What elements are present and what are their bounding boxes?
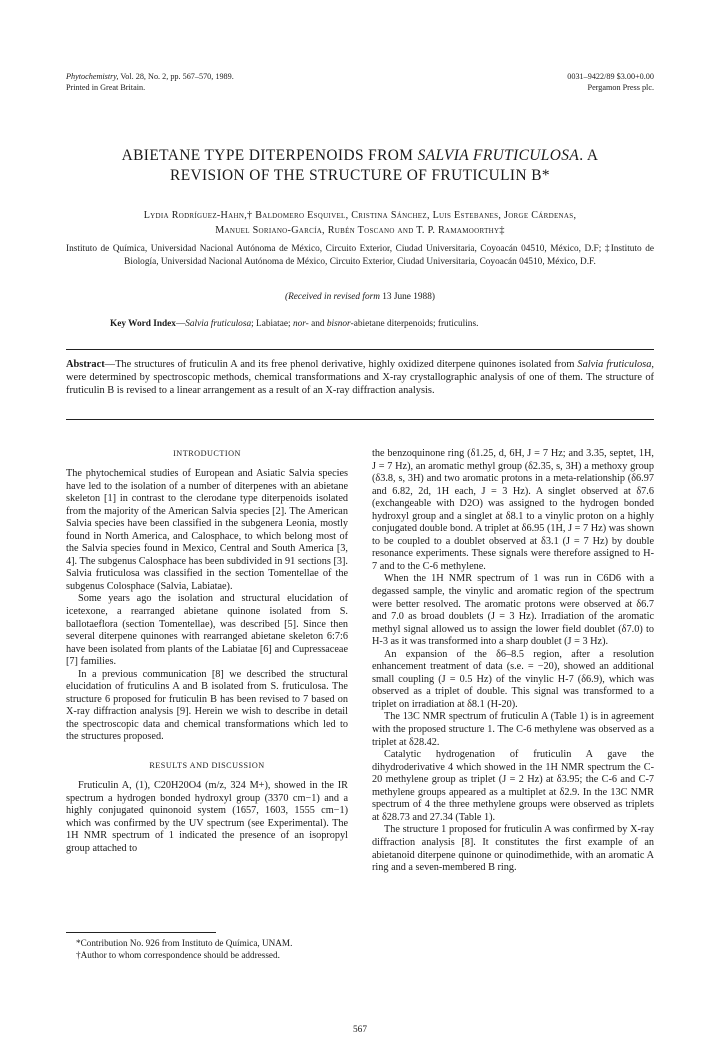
results-paragraph-3: When the 1H NMR spectrum of 1 was run in C6D6 with a degassed sample, the vinylic and aromatic region of the spectrum were better resolved. The aromatic protons were observed at δ6.7 and 7.0 as broad doublets (J = 3 Hz). Irradiation of the aromatic methyl signal allowed us to assign the lower field doublet (δ7.0) to H-3 as it was transformed into a sharp doublet (J = 3 Hz). <box>372 573 654 648</box>
publisher-header <box>567 72 654 93</box>
journal-citation: Vol. 28, No. 2, pp. 567–570, 1989. <box>118 72 234 81</box>
intro-paragraph-2: Some years ago the isolation and structural elucidation of icetexone, a rearranged abietane quinone isolated from S. ballotaeflora (section Tomentellae), was described [5]. Since then several diterpene quinones with rearranged abietane skeleton 6:7:6 have been isolated from plants of the Labiatae [6] and Cupressaceae [7] families. <box>66 593 348 668</box>
printed-in: Printed in Great Britain. <box>66 82 146 92</box>
issn-price: 0031–9422/89 $3.00+0.00 <box>567 72 654 81</box>
footnotes <box>66 937 348 961</box>
results-paragraph-2: the benzoquinone ring (δ1.25, d, 6H, J = 7 Hz; and 3.35, septet, 1H, J = 7 Hz), an aromatic methyl group (δ2.35, s, 3H) a methoxy group (δ3.8, s, 3H) and two aromatic protons in a meta-relationship (δ6.97 and 6.82, 2d, 1H each, J = 3 Hz). A singlet observed at δ7.6 (exchangeable with D2O) was assigned to the hydrogen bonded hydroxyl group and a singlet at δ8.1 to a vinylic proton on a highly conjugated double bond. A triplet at δ6.95 (1H, J = 7 Hz) was shown to be coupled to a doublet observed at δ3.1 (J = 7 Hz) by double resonance experiments. These signals were therefore assigned to H-7 and to the C-6 methylene. <box>372 448 654 572</box>
right-column <box>372 448 654 875</box>
publisher: Pergamon Press plc. <box>587 82 654 92</box>
left-column <box>66 448 348 855</box>
affiliations: Instituto de Química, Universidad Nacional Autónoma de México, Circuito Exterior, Ciudad Universitaria, Coyoacán 04510, México, D.F; ‡Instituto de Biología, Universidad Nacional Autónoma de México, Circuito Exterior, Ciudad Universitaria, Coyoacán 04510, México, D.F. <box>66 244 654 268</box>
received-date: (Received in revised form 13 June 1988) <box>285 292 435 302</box>
introduction-heading: INTRODUCTION <box>173 449 241 458</box>
paper-title: ABIETANE TYPE DITERPENOIDS FROM SALVIA FRUTICULOSA. A REVISION OF THE STRUCTURE OF FRUTICULIN B* <box>121 147 599 184</box>
abstract: Abstract—The structures of fruticulin A and its free phenol derivative, highly oxidized diterpene quinones isolated from Salvia fruticulosa, were determined by spectroscopic methods, chemical transformations and X-ray crystallographic analysis of one of them. The structure of fruticulin B is revised to a linear arrangement as a result of an X-ray diffraction analysis. <box>66 359 654 397</box>
footnote-correspondence: †Author to whom correspondence should be addressed. <box>76 950 280 960</box>
abstract-bottom-rule <box>66 419 654 420</box>
intro-paragraph-3: In a previous communication [8] we described the structural elucidation of fruticulins A and B isolated from S. fruticulosa. The structure 6 proposed for fruticulin B has been revised to 7 based on X-ray diffraction analysis [9]. Herein we wish to describe in detail the spectroscopic data and chemical transformations which led to the structures proposed. <box>66 668 348 743</box>
journal-header <box>66 72 234 93</box>
keyword-index: Key Word Index—Salvia fruticulosa; Labiatae; nor- and bisnor-abietane diterpenoids; fruticulins. <box>110 319 479 329</box>
results-paragraph-5: The 13C NMR spectrum of fruticulin A (Table 1) is in agreement with the proposed structure 1. The C-6 methylene was observed as a triplet at δ28.42. <box>372 711 654 748</box>
results-heading: RESULTS AND DISCUSSION <box>149 761 265 771</box>
results-paragraph-6: Catalytic hydrogenation of fruticulin A gave the dihydroderivative 4 which showed in the 1H NMR spectrum the C-20 methylene group as triplet (J = 2 Hz) at δ3.95; the C-6 and C-7 methylene groups appeared as a multiplet at δ2.9. In the 13C NMR spectrum of 4 the three methylene groups were observed as triplets at δ28.73 and 27.34 (Table 1). <box>372 749 654 823</box>
footnote-rule <box>66 932 216 933</box>
author-list: Lydia Rodríguez-Hahn,† Baldomero Esquivel, Cristina Sánchez, Luis Estebanes, Jorge Cárdenas, Manuel Soriano-García, Rubén Toscano and T. P. Ramamoorthy‡ <box>143 210 577 236</box>
journal-name: Phytochemistry, <box>66 72 119 81</box>
results-paragraph-7: The structure 1 proposed for fruticulin A was confirmed by X-ray diffraction analysis [8]. It constitutes the first example of an abietanoid diterpene quinone or quinodimethide, with an aromatic A ring and a seven-membered B ring. <box>372 824 654 874</box>
abstract-top-rule <box>66 349 654 350</box>
results-paragraph-1: Fruticulin A, (1), C20H20O4 (m/z, 324 M+), showed in the IR spectrum a hydrogen bonded hydroxyl group (3370 cm−1) and a highly conjugated quinonoid system (1657, 1603, 1555 cm−1) which was confirmed by the UV spectrum (see Experimental). The 1H NMR spectrum of 1 indicated the presence of an isopropyl group attached to <box>66 780 348 854</box>
page-number: 567 <box>353 1025 367 1035</box>
intro-paragraph-1: The phytochemical studies of European and Asiatic Salvia species have led to the isolation of a number of diterpenes with an abietane skeleton [1] in contrast to the clerodane type diterpenoids isolated from the majority of the American Salvia species [2]. The American Salvia species have been classified in the subgenera Leonia, mostly found in North America, and Calosphace, to which belong most of the Salvia species found in Mexico, Central and South America [3, 4]. The subgenus Calosphace has been subdivided in 91 sections [3]. Salvia fruticulosa was classified in the section Tomentellae of the subgenus Colosphace (Salvia, Labiatae). <box>66 468 348 592</box>
results-paragraph-4: An expansion of the δ6–8.5 region, after a resolution enhancement treatment of data (s.e. = −20), showed an additional small coupling (J = 0.5 Hz) of the vinylic H-7 (δ6.9), which was observed as a triplet of double. This signal was transformed to a triplet on irradiation at δ8.1 (H-20). <box>372 648 654 710</box>
footnote-contribution: *Contribution No. 926 from Instituto de Química, UNAM. <box>76 938 293 948</box>
